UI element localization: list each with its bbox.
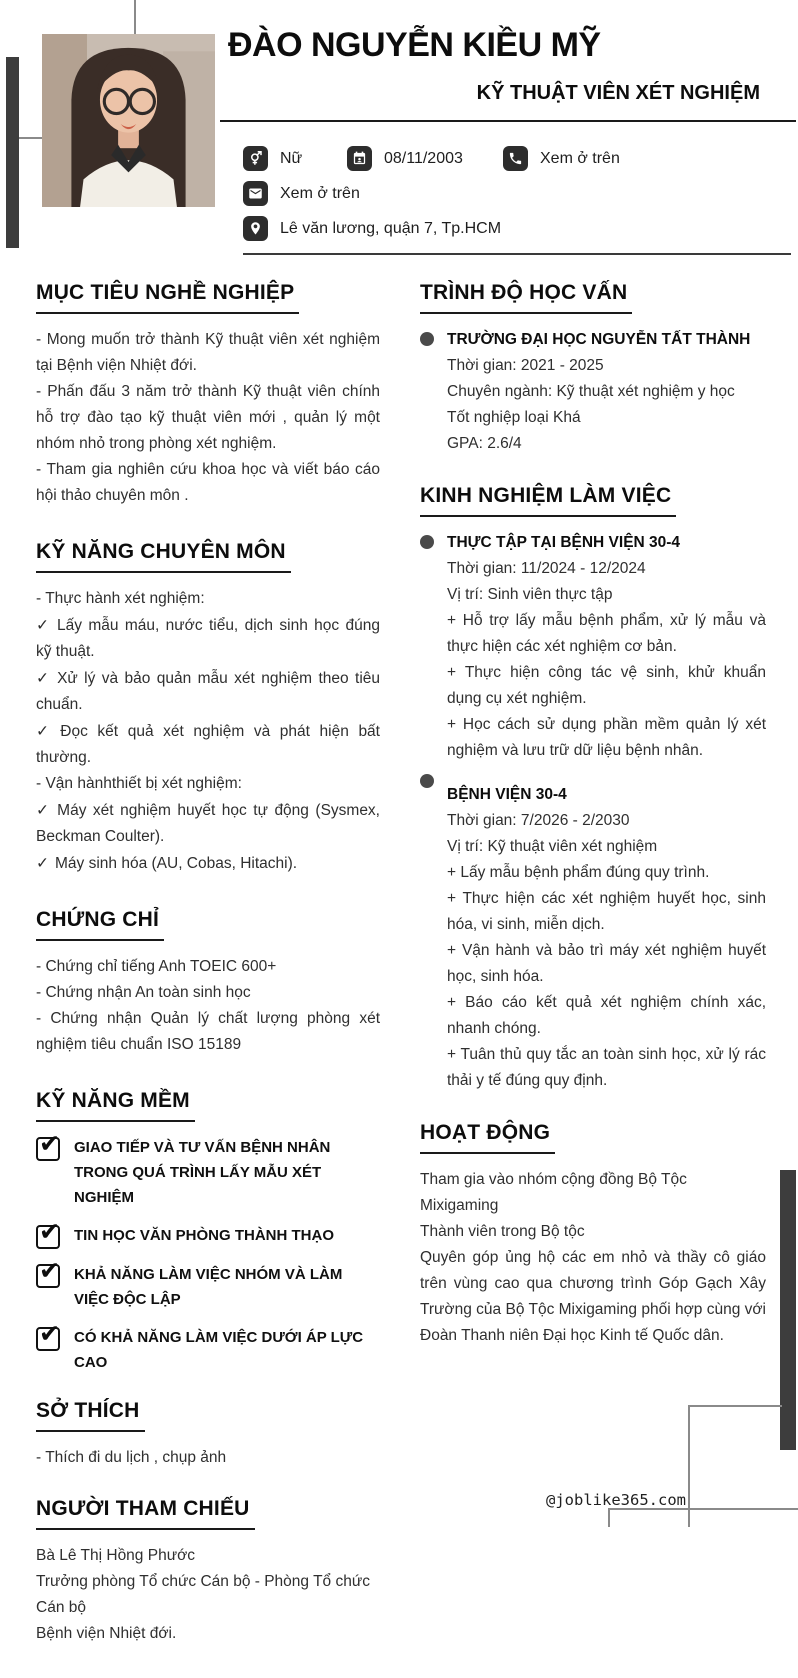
section-professional-skills xyxy=(36,540,380,877)
left-accent-bar xyxy=(6,57,19,248)
bullet-dot-icon xyxy=(420,535,434,549)
experience-detail: Vị trí: Kỹ thuật viên xét nghiệm xyxy=(447,838,658,855)
activity-paragraph: Thành viên trong Bộ tộc xyxy=(420,1223,585,1240)
education-detail: Tốt nghiệp loại Khá xyxy=(447,409,581,426)
education-entry xyxy=(420,327,766,457)
soft-skill-item: ✔ CÓ KHẢ NĂNG LÀM VIỆC DƯỚI ÁP LỰC CAO xyxy=(36,1325,380,1375)
checkbox-checked-icon xyxy=(36,1327,60,1351)
mail-icon xyxy=(243,181,268,206)
objective-paragraph: - Phấn đấu 3 năm trở thành Kỹ thuật viên chính hỗ trợ đào tạo kỹ thuật viên mới , quản lý một nhóm nhỏ trong phòng xét nghiệm. xyxy=(36,383,380,452)
checkbox-checked-icon xyxy=(36,1225,60,1249)
contact-address xyxy=(243,216,501,241)
experience-detail: + Lấy mẫu bệnh phẩm đúng quy trình. xyxy=(447,864,710,881)
reference-line: Bà Lê Thị Hồng Phước xyxy=(36,1547,195,1564)
email-value: Xem ở trên xyxy=(280,184,360,202)
experience-detail: + Báo cáo kết quả xét nghiệm chính xác, nhanh chóng. xyxy=(447,994,766,1037)
gender-icon xyxy=(243,146,268,171)
header-divider-bottom xyxy=(243,253,791,255)
experience-detail: + Vận hành và bảo trì máy xét nghiệm huyết học, sinh hóa. xyxy=(447,942,766,985)
experience-entry xyxy=(420,530,766,764)
portrait-illustration xyxy=(42,34,215,207)
contact-phone xyxy=(503,146,620,171)
location-pin-icon xyxy=(243,216,268,241)
soft-skill-item: ✔ TIN HỌC VĂN PHÒNG THÀNH THẠO xyxy=(36,1223,380,1249)
section-hobbies xyxy=(36,1399,380,1471)
check-icon: ✓ xyxy=(36,854,49,872)
section-experience xyxy=(420,484,766,1094)
section-heading: CHỨNG CHỈ xyxy=(36,908,164,941)
section-heading: KỸ NĂNG CHUYÊN MÔN xyxy=(36,540,291,573)
right-column xyxy=(420,281,766,1380)
objective-paragraph: - Tham gia nghiên cứu khoa học và viết báo cáo hội thảo chuyên môn . xyxy=(36,461,380,504)
section-heading: TRÌNH ĐỘ HỌC VẤN xyxy=(420,281,632,314)
reference-line: Bệnh viện Nhiệt đới. xyxy=(36,1625,177,1642)
education-school: TRƯỜNG ĐẠI HỌC NGUYỄN TẤT THÀNH xyxy=(447,331,751,348)
check-icon: ✓ xyxy=(36,801,52,819)
header-divider-top xyxy=(220,120,796,122)
experience-detail: Thời gian: 7/2026 - 2/2030 xyxy=(447,812,630,829)
reference-line: Trưởng phòng Tổ chức Cán bộ - Phòng Tổ chức Cán bộ xyxy=(36,1573,370,1616)
calendar-icon xyxy=(347,146,372,171)
certificate-item: - Chứng nhận An toàn sinh học xyxy=(36,984,251,1001)
left-horizontal-line xyxy=(19,137,44,139)
soft-skill-item: ✔ KHẢ NĂNG LÀM VIỆC NHÓM VÀ LÀM VIỆC ĐỘC LẬP xyxy=(36,1262,380,1312)
certificate-item: - Chứng nhận Quản lý chất lượng phòng xét nghiệm tiêu chuẩn ISO 15189 xyxy=(36,1010,380,1053)
education-detail: GPA: 2.6/4 xyxy=(447,435,522,452)
checkbox-checked-icon xyxy=(36,1264,60,1288)
check-icon: ✓ xyxy=(36,616,52,634)
candidate-name: ĐÀO NGUYỄN KIỀU MỸ xyxy=(228,26,601,64)
section-references xyxy=(36,1497,380,1647)
section-soft-skills xyxy=(36,1089,380,1375)
gender-value: Nữ xyxy=(280,149,303,167)
left-column xyxy=(36,281,380,1678)
watermark-text: @joblike365.com xyxy=(546,1491,686,1509)
section-heading: KINH NGHIỆM LÀM VIỆC xyxy=(420,484,676,517)
experience-entry xyxy=(420,782,766,1094)
experience-title: BỆNH VIỆN 30-4 xyxy=(447,786,567,803)
address-value: Lê văn lương, quận 7, Tp.HCM xyxy=(280,219,502,237)
section-heading: KỸ NĂNG MỀM xyxy=(36,1089,195,1122)
bullet-dot-icon xyxy=(420,774,434,788)
section-heading: SỞ THÍCH xyxy=(36,1399,145,1432)
experience-detail: Vị trí: Sinh viên thực tập xyxy=(447,586,613,603)
hobby-item: - Thích đi du lịch , chụp ảnh xyxy=(36,1449,227,1466)
experience-detail: Thời gian: 11/2024 - 12/2024 xyxy=(447,560,646,577)
section-activities xyxy=(420,1121,766,1349)
bottom-right-frame-inner xyxy=(608,1508,798,1527)
candidate-job-title: KỸ THUẬT VIÊN XÉT NGHIỆM xyxy=(476,82,760,104)
education-detail: Thời gian: 2021 - 2025 xyxy=(447,357,604,374)
experience-detail: + Hỗ trợ lấy mẫu bệnh phẩm, xử lý mẫu và thực hiện các xét nghiệm cơ bản. xyxy=(447,612,766,655)
right-accent-bar xyxy=(780,1170,796,1450)
skill-line: ✓ Lấy mẫu máu, nước tiểu, dịch sinh học đúng kỹ thuật. xyxy=(36,616,380,660)
section-objective xyxy=(36,281,380,509)
phone-value: Xem ở trên xyxy=(540,149,620,167)
skill-line: ✓ Máy xét nghiệm huyết học tự động (Sysmex, Beckman Coulter). xyxy=(36,801,380,845)
skill-line: ✓ Đọc kết quả xét nghiệm và phát hiện bất thường. xyxy=(36,722,380,766)
contact-email xyxy=(243,181,360,206)
experience-detail: + Thực hiện công tác vệ sinh, khử khuẩn dụng cụ xét nghiệm. xyxy=(447,664,766,707)
section-education xyxy=(420,281,766,457)
experience-detail: + Thực hiện các xét nghiệm huyết học, sinh hóa, vi sinh, miễn dịch. xyxy=(447,890,766,933)
section-certificates xyxy=(36,908,380,1058)
experience-detail: + Tuân thủ quy tắc an toàn sinh học, xử lý rác thải y tế đúng quy định. xyxy=(447,1046,766,1089)
certificate-item: - Chứng chỉ tiếng Anh TOEIC 600+ xyxy=(36,958,277,975)
section-heading: MỤC TIÊU NGHỀ NGHIỆP xyxy=(36,281,299,314)
phone-icon xyxy=(503,146,528,171)
skill-line: - Thực hành xét nghiệm: xyxy=(36,590,205,607)
experience-detail: + Học cách sử dụng phần mềm quản lý xét nghiệm và lưu trữ dữ liệu bệnh nhân. xyxy=(447,716,766,759)
check-icon: ✓ xyxy=(36,722,55,740)
top-vertical-line xyxy=(134,0,136,36)
section-heading: NGƯỜI THAM CHIẾU xyxy=(36,1497,255,1530)
contact-gender xyxy=(243,146,302,171)
dob-value: 08/11/2003 xyxy=(384,149,463,167)
activity-paragraph: Tham gia vào nhóm cộng đồng Bộ Tộc Mixigaming xyxy=(420,1171,687,1214)
skill-line: ✓ Máy sinh hóa (AU, Cobas, Hitachi). xyxy=(36,854,298,872)
education-detail: Chuyên ngành: Kỹ thuật xét nghiệm y học xyxy=(447,383,735,400)
experience-title: THỰC TẬP TẠI BỆNH VIỆN 30-4 xyxy=(447,534,681,551)
section-heading: HOẠT ĐỘNG xyxy=(420,1121,555,1154)
checkbox-checked-icon xyxy=(36,1137,60,1161)
bullet-dot-icon xyxy=(420,332,434,346)
skill-line: - Vận hànhthiết bị xét nghiệm: xyxy=(36,775,242,792)
skill-line: ✓ Xử lý và bảo quản mẫu xét nghiệm theo tiêu chuẩn. xyxy=(36,669,380,713)
objective-paragraph: - Mong muốn trở thành Kỹ thuật viên xét nghiệm tại Bệnh viện Nhiệt đới. xyxy=(36,331,380,374)
soft-skill-item: ✔ GIAO TIẾP VÀ TƯ VẤN BỆNH NHÂN TRONG QUÁ TRÌNH LẤY MẪU XÉT NGHIỆM xyxy=(36,1135,380,1210)
contact-dob xyxy=(347,146,463,171)
profile-photo xyxy=(42,34,215,207)
activity-paragraph: Quyên góp ủng hộ các em nhỏ và thầy cô giáo trên vùng cao qua chương trình Góp Gạch Xây Trường của Bộ Tộc Mixigaming phối hợp cùng với Đoàn Thanh niên Đại học Kinh tế Quốc dân. xyxy=(420,1249,766,1344)
check-icon: ✓ xyxy=(36,669,52,687)
